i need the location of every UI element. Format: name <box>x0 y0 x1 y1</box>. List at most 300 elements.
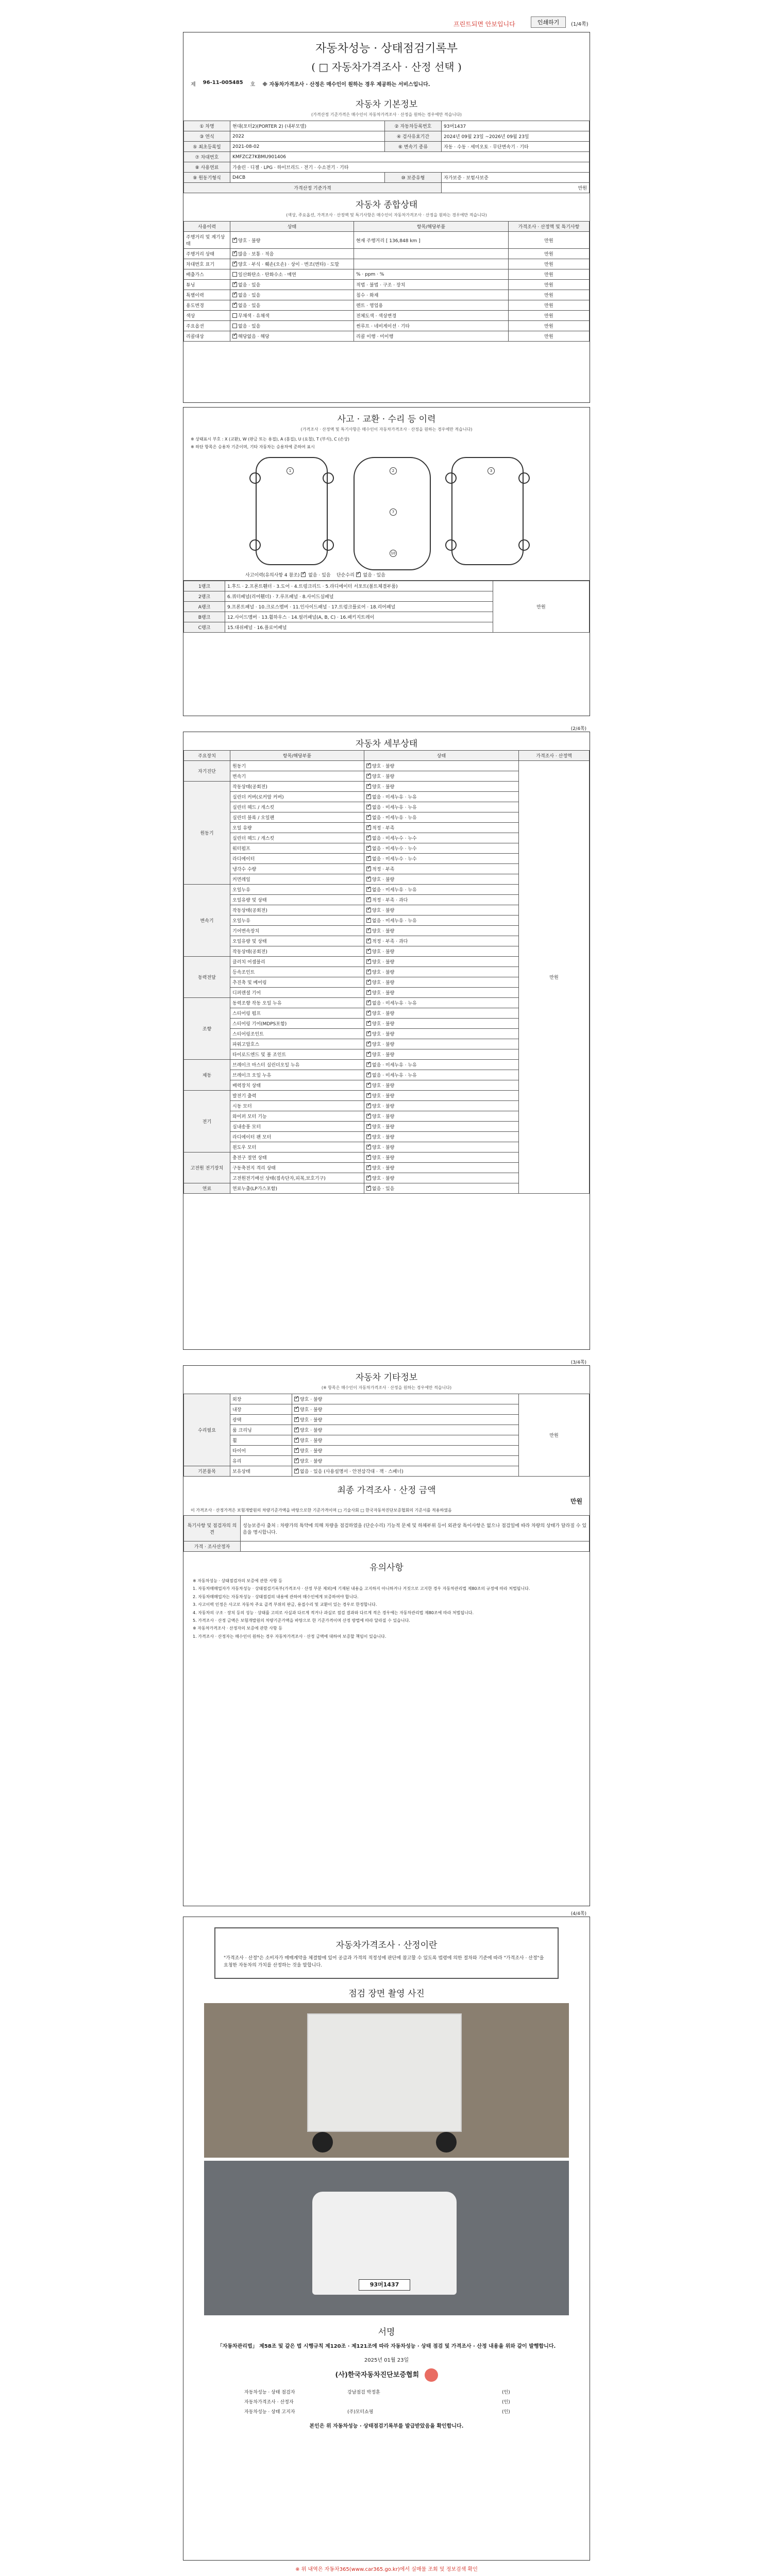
table-row <box>184 173 590 183</box>
cell: 타이어 <box>230 1446 292 1456</box>
checkbox-checked <box>294 1448 299 1453</box>
device-group: 동력전달 <box>184 957 230 998</box>
cell-text: 양호 · 불량 <box>372 1176 395 1181</box>
part-name: 스티어링조인트 <box>230 1029 364 1039</box>
wheel-icon <box>323 539 334 551</box>
print-button[interactable]: 인쇄하기 <box>531 16 566 28</box>
part-name: 워터펌프 <box>230 843 364 854</box>
history-label: 사고이력(유의사항 4 참조) <box>245 573 300 578</box>
signature-title: 서명 <box>378 2327 395 2337</box>
part-state <box>364 967 519 977</box>
checkbox-checked <box>366 1104 371 1108</box>
cell-text: 양호 · 불량 <box>372 774 395 779</box>
checkbox-checked <box>294 1459 299 1463</box>
cell-text: 없음 · 미세누유 · 누유 <box>372 1001 417 1006</box>
cell-text: 없음 · 있음 <box>238 303 261 309</box>
checkbox-checked <box>366 1186 371 1191</box>
checkbox-checked <box>366 784 371 789</box>
cell <box>241 1541 590 1552</box>
cell: 광택 <box>230 1415 292 1425</box>
cell: B랭크 <box>184 612 225 622</box>
cell <box>230 269 354 280</box>
cell-text: 양호 · 불량 <box>300 1428 323 1433</box>
cell-text: 양호 · 불량 <box>372 1011 395 1016</box>
mileage: 현재 주행거리 [ 136,848 km ] <box>354 232 509 249</box>
cell: 만원 <box>509 232 590 249</box>
cell-text: 양호 · 불량 <box>372 908 395 913</box>
checkbox <box>232 324 237 328</box>
cell-text: 양호 · 불량 <box>372 764 395 769</box>
checkbox-checked <box>366 887 371 892</box>
simple-repair-label: 단순수리 <box>336 573 355 578</box>
cell-text: 적정 · 부족 · 과다 <box>372 939 408 944</box>
detail-table <box>183 750 590 1194</box>
part-state <box>364 1142 519 1153</box>
page-number: (2/4쪽) <box>570 726 586 732</box>
vin: KMFZCZ7KBMU901406 <box>230 152 590 162</box>
part-name: 윈도우 모터 <box>230 1142 364 1153</box>
cell-text: 양호 · 불량 <box>372 1053 395 1058</box>
part-name: 실린더 헤드 / 개스킷 <box>230 802 364 812</box>
cell-text: 없음 · 있음 <box>238 324 261 329</box>
checkbox-checked <box>366 1093 371 1098</box>
part-name: 브레이크 마스터 실린더오일 누유 <box>230 1060 364 1070</box>
cell-text: 양호 · 불량 <box>300 1397 323 1402</box>
checkbox-checked <box>366 949 371 954</box>
page-number: (3/4쪽) <box>570 1360 586 1365</box>
cell: 자동차성능 · 상태 점검자 <box>244 2389 295 2395</box>
cell: 가솔린 · 디젤 · LPG · 하이브리드 · 전기 · 수소전기 · 기타 <box>230 162 590 173</box>
table-row <box>184 290 590 300</box>
inspection-photo-rear <box>204 2161 569 2315</box>
cell-text: 없음 · 있음 <box>238 283 261 288</box>
history-legend <box>245 571 385 578</box>
table-header-row <box>184 222 590 232</box>
column-header: 항목/해당부품 <box>354 222 509 232</box>
checkbox-checked <box>294 1417 299 1422</box>
checkbox-checked <box>366 980 371 985</box>
final-price-note: 이 가격조사 · 산정가격은 보험개발원의 차량기준가액을 바탕으로한 기준가격이며 □ 기술사회 □ 한국자동차진단보증협회의 기준서를 적용하였음 <box>191 1508 452 1513</box>
signature-statement: 「자동차관리법」 제58조 및 같은 법 시행규칙 제120조 · 제121조에 따라 자동차성능 · 상태 점검 및 가격조사 · 산정 내용을 위와 같이 발행합니다. <box>217 2343 556 2349</box>
cell-text: 양호 · 불량 <box>372 1094 395 1099</box>
cell-text: 많음 · 보통 · 적음 <box>238 252 274 257</box>
checkbox-checked <box>232 262 237 266</box>
part-state <box>364 812 519 823</box>
cell-text: 없음 · 있음 <box>372 1187 395 1192</box>
table-row <box>184 152 590 162</box>
cell: ⑤ 최초등록일 <box>184 142 230 152</box>
checkbox-checked <box>366 1052 371 1057</box>
checkbox-checked <box>232 282 237 287</box>
part-state <box>364 1122 519 1132</box>
cell: 만원 <box>509 290 590 300</box>
cell: (인) <box>502 2389 510 2395</box>
checkbox-checked <box>366 1114 371 1118</box>
cell <box>230 232 354 249</box>
cell: 기본품목 <box>184 1466 230 1477</box>
table-row <box>184 131 590 142</box>
cell: 2랭크 <box>184 591 225 602</box>
cell: 차대번호 표기 <box>184 259 230 269</box>
part-name: 동력조향 작동 오일 누유 <box>230 998 364 1008</box>
wheel-icon <box>436 2132 457 2153</box>
org-name: (사)한국자동차진단보증협회 <box>335 2371 419 2379</box>
part-name: 클러치 어셈블리 <box>230 957 364 967</box>
checkbox-checked <box>366 1083 371 1088</box>
cell: 2022 <box>230 131 385 142</box>
table-row <box>184 280 590 290</box>
cell-text: 양호 · 불량 <box>372 970 395 975</box>
cell-text: 양호 · 불량 <box>372 929 395 934</box>
page-2 <box>183 726 590 1350</box>
device-group: 전기 <box>184 1091 230 1153</box>
cell <box>230 321 354 331</box>
checkbox-checked <box>366 1062 371 1067</box>
table-row <box>184 321 590 331</box>
part-name: 스티어링 기어(MDPS포함) <box>230 1019 364 1029</box>
checkbox-checked <box>366 1073 371 1077</box>
footer-note: ※ 위 내역은 자동차365(www.car365.go.kr)에서 실매물 조회 및 정보검색 확인 <box>295 2567 478 2572</box>
cell <box>292 1466 519 1477</box>
car-diagram <box>183 452 590 581</box>
part-state <box>364 1101 519 1111</box>
table-row <box>184 162 590 173</box>
simple-repair-value: 없음 · 있음 <box>363 573 385 578</box>
detail-title: 자동차 세부상태 <box>355 739 418 749</box>
checkbox-checked <box>366 897 371 902</box>
part-name: 구동축전지 격리 상태 <box>230 1163 364 1173</box>
table-row <box>184 269 590 280</box>
cell-text: 없음 · 있음 <box>238 293 261 298</box>
cell: 휠 <box>230 1435 292 1446</box>
part-name: 작동상태(공회전) <box>230 782 364 792</box>
cell-text: 적정 · 부족 <box>372 867 395 872</box>
part-name: 변속기 <box>230 771 364 782</box>
info-box-title: 자동차가격조사 · 산정이란 <box>335 1940 438 1951</box>
caution-item: 1. 자동차매매업자가 자동차성능 · 상태점검기록부(가격조사 · 산정 부분 제외)에 기재된 내용을 고지하지 아니하거나 거짓으로 고지한 경우 자동차관리법 제80조의 규정에 따라 처벌됩니다. <box>193 1586 530 1591</box>
wheel-icon <box>249 472 261 484</box>
cell: 15.대쉬패널 · 16.플로어패널 <box>225 622 493 633</box>
table-row <box>184 761 590 771</box>
part-name: 오일누유 <box>230 885 364 895</box>
cell: 가격 · 조사산정자 <box>184 1541 241 1552</box>
cell: 만원 <box>509 259 590 269</box>
page-1 <box>183 32 590 403</box>
cell: 1랭크 <box>184 581 225 591</box>
cell: 리콜대상 <box>184 331 230 342</box>
column-header: 항목/해당부품 <box>230 751 364 761</box>
seal-stamp-icon <box>425 2368 438 2382</box>
cell-text: 없음 · 미세누수 · 누수 <box>372 836 417 841</box>
table-row <box>184 581 590 591</box>
cell: 자동 · 수동 · 세미오토 · 무단변속기 · 기타 <box>442 142 590 152</box>
signature-date: 2025년 01월 23일 <box>364 2357 409 2363</box>
cell <box>230 331 354 342</box>
checkbox-checked <box>232 238 237 243</box>
checkbox-checked <box>232 293 237 297</box>
cell: 적법 · 불법 · 구조 · 장치 <box>354 280 509 290</box>
part-state <box>364 1060 519 1070</box>
wheel-icon <box>518 539 530 551</box>
checkbox-checked <box>366 1165 371 1170</box>
checkbox <box>232 313 237 318</box>
page-1-accident <box>183 407 590 716</box>
print-notice: 프린트되면 안보입니다 <box>453 21 515 28</box>
cell-text: 양호 · 불량 <box>372 1042 395 1047</box>
column-header: 가격조사 · 산정액 및 특기사항 <box>509 222 590 232</box>
cell: 만원 <box>509 331 590 342</box>
part-state <box>364 1183 519 1194</box>
part-state <box>364 1163 519 1173</box>
cell: 12.사이드멤버 · 13.휠하우스 · 14.필러패널(A, B, C) · 16.패키지트레이 <box>225 612 493 622</box>
part-state <box>364 761 519 771</box>
cell: 튜닝 <box>184 280 230 290</box>
checkbox-checked <box>294 1397 299 1401</box>
cell-text: 없음 · 미세누유 · 누유 <box>372 805 417 810</box>
cell <box>292 1394 519 1404</box>
cell: 만원 <box>509 249 590 259</box>
part-state <box>364 895 519 905</box>
top-bar <box>0 0 773 31</box>
cell <box>230 311 354 321</box>
cell-text: 없음 · 미세누수 · 누수 <box>372 857 417 862</box>
opinion-text: 성능보증사 출처 : 차량가의 특약에 의해 차량을 점검하였을 (단순수리) 기능적 문제 및 하체부위 등이 외관상 특이사항은 없으나 점검일에 따라 차량의 상태가 달라질 수 있음을 명시합니다. <box>241 1516 590 1541</box>
cell: 보유상태 <box>230 1466 292 1477</box>
cell <box>354 259 509 269</box>
part-name: 등속조인트 <box>230 967 364 977</box>
cell <box>230 249 354 259</box>
part-state <box>364 988 519 998</box>
cell-text: 양호 · 불량 <box>300 1459 323 1464</box>
checkbox-checked <box>366 1176 371 1180</box>
device-group: 조향 <box>184 998 230 1060</box>
checkbox-checked <box>366 1021 371 1026</box>
checkbox-checked <box>366 1124 371 1129</box>
part-state <box>364 977 519 988</box>
cell-text: 무채색 · 유채색 <box>238 314 270 319</box>
document-title: 자동차성능 · 상태점검기록부 <box>315 42 458 55</box>
plate-number: 93머1437 <box>442 121 590 131</box>
cell: 자동차성능 · 상태 고지자 <box>244 2409 295 2415</box>
part-name: 파워고압호스 <box>230 1039 364 1049</box>
doc-number: 96-11-005485 <box>203 80 243 86</box>
cell: 특기사항 및 점검자의 의견 <box>184 1516 241 1541</box>
cell: 만원 <box>493 581 590 633</box>
checkbox-checked <box>366 825 371 830</box>
table-header-row <box>184 751 590 761</box>
cell: 전체도색 · 색상변경 <box>354 311 509 321</box>
wheel-icon <box>312 2132 333 2153</box>
other-sub: (※ 항목은 매수인이 자동차가격조사 · 산정을 원하는 경우에만 적습니다) <box>321 1385 452 1390</box>
caution-item: ※ 자동차성능 · 상태점검자의 보증에 관한 사항 등 <box>193 1579 282 1583</box>
cell: 주행거리 상태 <box>184 249 230 259</box>
doc-label: 제 <box>191 82 196 88</box>
part-name: 추진축 및 베어링 <box>230 977 364 988</box>
checkbox-checked <box>366 959 371 964</box>
photos-title: 점검 장면 촬영 사진 <box>348 1988 425 1999</box>
part-name: 고전원전기배선 상태(접속단자,피복,보호기구) <box>230 1173 364 1183</box>
part-state <box>364 1111 519 1122</box>
part-name: 냉각수 수량 <box>230 864 364 874</box>
accident-sub: (가격조사 · 산정액 및 특기사항은 매수인이 자동차가격조사 · 산정을 원하는 경우에만 적습니다) <box>300 427 473 432</box>
history-value: 없음 · 있음 <box>308 573 331 578</box>
checkbox-checked <box>232 334 237 338</box>
part-name: 라디에이터 팬 모터 <box>230 1132 364 1142</box>
cell: 배출가스 <box>184 269 230 280</box>
table-row <box>184 300 590 311</box>
cell: ④ 검사유효기간 <box>385 131 442 142</box>
cell <box>230 300 354 311</box>
column-header: 상태 <box>230 222 354 232</box>
part-state <box>364 802 519 812</box>
cell <box>292 1415 519 1425</box>
car-outline-bottom <box>451 457 524 565</box>
cell-text: 양호 · 불량 <box>300 1449 323 1454</box>
table-row <box>242 2387 531 2397</box>
column-header: 주요장치 <box>184 751 230 761</box>
accident-title: 사고 · 교환 · 수리 등 이력 <box>337 414 436 425</box>
column-header: 상태 <box>364 751 519 761</box>
checkbox-checked <box>294 1438 299 1443</box>
cell <box>230 259 354 269</box>
opinion-table <box>183 1515 590 1552</box>
device-group: 자기진단 <box>184 761 230 782</box>
price-unit: 만원 <box>519 761 590 1194</box>
checkbox-checked <box>366 815 371 820</box>
cell: 침수 · 화재 <box>354 290 509 300</box>
part-name: 오일유량 및 상태 <box>230 936 364 946</box>
cell: 만원 <box>509 321 590 331</box>
table-row <box>184 311 590 321</box>
cell: % · ppm · % <box>354 269 509 280</box>
part-state <box>364 998 519 1008</box>
cell-text: 적정 · 부족 · 과다 <box>372 898 408 903</box>
signature-note: 본인은 위 자동차성능 · 상태점검기록부를 발급받았음을 확인합니다. <box>309 2423 464 2429</box>
checkbox-checked <box>294 1407 299 1412</box>
page-4 <box>183 1911 590 2561</box>
cell: 자동차가격조사 · 산정자 <box>244 2399 294 2405</box>
cell-text: 양호 · 불량 <box>372 1032 395 1037</box>
part-state <box>364 1153 519 1163</box>
checkbox-checked <box>366 990 371 995</box>
checkbox-checked <box>366 1011 371 1015</box>
cell-text: 없음 · 미세누유 · 누유 <box>372 816 417 821</box>
cell: 강남점검 박정훈 <box>347 2389 380 2395</box>
other-table <box>183 1394 590 1477</box>
part-name: 기어변속장치 <box>230 926 364 936</box>
checkbox-checked <box>366 764 371 768</box>
part-name: 와이퍼 모터 기능 <box>230 1111 364 1122</box>
cell: 특별이력 <box>184 290 230 300</box>
cell: 6.쿼터패널(리어휀더) · 7.루프패널 · 8.사이드실패널 <box>225 591 493 602</box>
wheel-icon <box>445 472 457 484</box>
table-row <box>184 249 590 259</box>
part-name: 충전구 절연 상태 <box>230 1153 364 1163</box>
cell: ① 차명 <box>184 121 230 131</box>
part-state <box>364 833 519 843</box>
checkbox-checked <box>366 774 371 778</box>
part-marker: 2 <box>390 467 397 474</box>
part-marker: 10 <box>390 550 397 557</box>
inspection-photo-front <box>204 2003 569 2158</box>
part-name: 작동상태(공회전) <box>230 946 364 957</box>
accident-legend: ※ 상태표시 부호 : X (교환), W (판금 또는 용접), A (흠집), U (요철), T (부식), C (손상) <box>191 437 350 442</box>
cell: ⑥ 변속기 종류 <box>385 142 442 152</box>
cell-text: 양호 · 불량 <box>372 980 395 986</box>
overall-title: 자동차 종합상태 <box>355 200 418 210</box>
checkbox-checked <box>366 846 371 851</box>
document-subtitle: ( □ 자동차가격조사 · 산정 선택 ) <box>311 61 462 73</box>
checkbox <box>232 272 237 277</box>
caution-item: 2. 자동차매매업자는 자동차성능 · 상태점검의 내용에 관하여 매수인에게 보증하여야 합니다. <box>193 1594 359 1599</box>
part-state <box>364 874 519 885</box>
device-group: 원동기 <box>184 782 230 885</box>
part-state <box>364 1173 519 1183</box>
checkbox-checked <box>301 572 306 577</box>
device-group: 제동 <box>184 1060 230 1091</box>
table-row <box>242 2406 531 2416</box>
wheel-icon <box>323 472 334 484</box>
overall-sub: (색상, 주요옵션, 가격조사 · 산정액 및 특기사항은 매수인이 자동차가격조사 · 산정을 원하는 경우에만 적습니다) <box>286 213 487 217</box>
part-state <box>364 1091 519 1101</box>
cell-text: 양호 · 불량 <box>372 1145 395 1150</box>
cell: 유리 <box>230 1456 292 1466</box>
part-state <box>364 1029 519 1039</box>
part-name: 실린더 헤드 / 개스킷 <box>230 833 364 843</box>
signature-table <box>242 2387 531 2416</box>
cell: 수리필요 <box>184 1394 230 1466</box>
checkbox-checked <box>366 867 371 871</box>
cell: (주)모터쇼핑 <box>347 2409 374 2415</box>
cell <box>345 2397 500 2406</box>
cell: 용도변경 <box>184 300 230 311</box>
cell: 가격산정 기준가격 <box>184 183 442 193</box>
part-name: 라디에이터 <box>230 854 364 864</box>
cell: 만원 <box>442 183 590 193</box>
doc-note: ※ 자동차가격조사 · 산정은 매수인이 원하는 경우 제공하는 서비스입니다. <box>262 82 430 88</box>
basic-info-sub: (가격산정 기준가격은 매수인이 자동차가격조사 · 산정을 원하는 경우에만 적습니다) <box>311 112 462 117</box>
cell-text: 없음 · 미세누유 · 누유 <box>372 888 417 893</box>
checkbox-checked <box>294 1428 299 1432</box>
part-name: 오일유량 및 상태 <box>230 895 364 905</box>
part-state <box>364 1019 519 1029</box>
overall-table <box>183 221 590 342</box>
part-state <box>364 957 519 967</box>
table-row <box>184 142 590 152</box>
table-row <box>184 259 590 269</box>
cell: 주요옵션 <box>184 321 230 331</box>
device-group: 연료 <box>184 1183 230 1194</box>
cell: 2021-08-02 <box>230 142 385 152</box>
part-name: 실린더 블록 / 오일팬 <box>230 812 364 823</box>
part-state <box>364 843 519 854</box>
cell-text: 양호 · 불량 <box>238 238 261 244</box>
part-name: 실내송풍 모터 <box>230 1122 364 1132</box>
final-price-unit: 만원 <box>570 1498 582 1505</box>
cell-text: 양호 · 불량 <box>372 1104 395 1109</box>
part-name: 발전기 출력 <box>230 1091 364 1101</box>
part-state <box>364 885 519 895</box>
cell: 색상 <box>184 311 230 321</box>
part-state <box>364 792 519 802</box>
part-state <box>364 1039 519 1049</box>
part-name: 오일누유 <box>230 916 364 926</box>
part-state <box>364 916 519 926</box>
cell-text: 양호 · 불량 <box>372 877 395 883</box>
caution-title: 유의사항 <box>369 1563 404 1573</box>
part-name: 작동상태(공회전) <box>230 905 364 916</box>
cell-text: 없음 · 미세누유 · 누유 <box>372 919 417 924</box>
